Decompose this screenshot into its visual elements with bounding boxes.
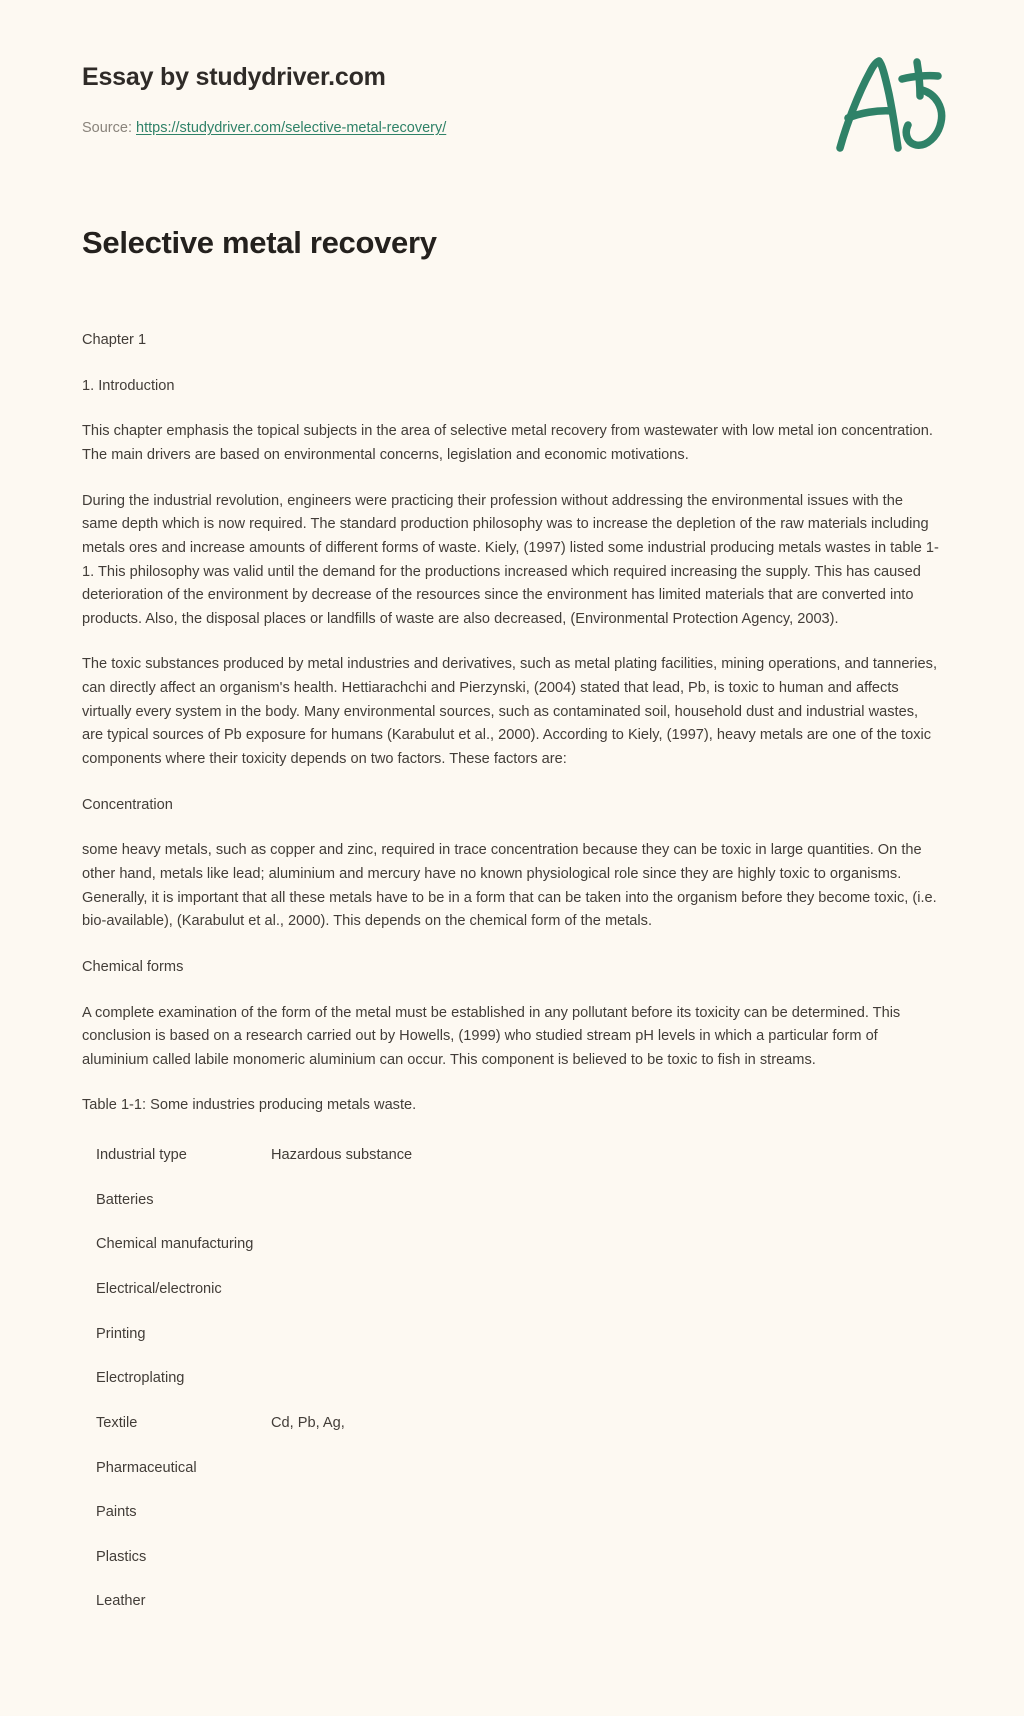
cell-industrial-type: Plastics <box>96 1548 147 1565</box>
table-row <box>82 1536 942 1581</box>
section-heading: 1. Introduction <box>82 377 175 394</box>
table-row <box>82 1179 942 1224</box>
cell-hazardous-substance <box>271 1491 942 1536</box>
column-header-industrial-type: Industrial type <box>96 1147 187 1164</box>
brand-title: Essay by studydriver.com <box>82 63 386 91</box>
page-header <box>82 0 942 138</box>
cell-industrial-type: Printing <box>96 1325 146 1342</box>
table-row <box>82 1223 942 1268</box>
cell-industrial-type: Pharmaceutical <box>96 1459 197 1476</box>
article-body <box>82 329 942 1625</box>
cell-industrial-type: Batteries <box>96 1191 154 1208</box>
source-label: Source: <box>82 120 132 136</box>
table-row <box>82 1447 942 1492</box>
cell-hazardous-substance: Cd, Pb, Ag, <box>271 1414 345 1431</box>
factor-one-heading: Concentration <box>82 796 173 813</box>
cell-hazardous-substance <box>271 1580 942 1625</box>
factor-two-body: A complete examination of the form of the metal must be established in any pollutant before its toxicity can be determined. This conclusion is based on a research carried out by Howells, (1999) who studied stream pH levels in which a particular form of aluminium called labile monomeric aluminium can occur. This component is believed to be toxic to fish in streams. <box>82 1004 901 1068</box>
table-row <box>82 1580 942 1625</box>
cell-hazardous-substance <box>271 1179 942 1224</box>
cell-hazardous-substance <box>271 1357 942 1402</box>
cell-hazardous-substance <box>271 1447 942 1492</box>
table-row <box>82 1402 942 1447</box>
a-plus-logo-icon <box>822 48 972 158</box>
metals-waste-table <box>82 1140 942 1625</box>
table-row <box>82 1491 942 1536</box>
cell-industrial-type: Paints <box>96 1504 137 1521</box>
paragraph-toxicity: The toxic substances produced by metal industries and derivatives, such as metal plating facilities, mining operations, and tanneries, can directly affect an organism's health. Hettiarachchi and Pierzynski, (2004) stated that lead, Pb, is toxic to human and affects virtually every system in the body. Many environmental sources, such as contaminated soil, household dust and industrial wastes, are typical sources of Pb exposure for humans (Karabulut et al., 2000). According to Kiely, (1997), heavy metals are one of the toxic components where their toxicity depends on two factors. These factors are: <box>82 656 938 768</box>
cell-industrial-type: Electrical/electronic <box>96 1280 222 1297</box>
table-row <box>82 1313 942 1358</box>
cell-industrial-type: Leather <box>96 1593 146 1610</box>
source-url-link[interactable]: https://studydriver.com/selective-metal-recovery/ <box>136 120 447 136</box>
factor-two-heading: Chemical forms <box>82 958 184 975</box>
cell-industrial-type: Electroplating <box>96 1370 185 1387</box>
table-header-row <box>82 1140 942 1179</box>
cell-hazardous-substance <box>271 1536 942 1581</box>
table-row <box>82 1268 942 1313</box>
chapter-heading: Chapter 1 <box>82 332 147 349</box>
paragraph-revolution: During the industrial revolution, engineers were practicing their profession without addressing the environmental issues with the same depth which is now required. The standard production philosophy was to increase the depletion of the raw materials including metals ores and increase amounts of different forms of waste. Kiely, (1997) listed some industrial producing metals wastes in table 1-1. This philosophy was valid until the demand for the productions increased which required increasing the supply. This has caused deterioration of the environment by decrease of the resources since the environment has limited materials that are converted into products. Also, the disposal places or landfills of waste are also decreased, (Environmental Protection Agency, 2003). <box>82 492 939 627</box>
page-title: Selective metal recovery <box>82 225 437 261</box>
cell-hazardous-substance <box>271 1223 942 1268</box>
paragraph-intro: This chapter emphasis the topical subjects in the area of selective metal recovery from wastewater with low metal ion concentration. The main drivers are based on environmental concerns, legislation and economic motivations. <box>82 423 933 463</box>
factor-one-body: some heavy metals, such as copper and zinc, required in trace concentration because they can be toxic in large quantities. On the other hand, metals like lead; aluminium and mercury have no known physiological role since they are highly toxic to organisms. Generally, it is important that all these metals have to be in a form that can be taken into the organism before they become toxic, (i.e. bio-available), (Karabulut et al., 2000). This depends on the chemical form of the metals. <box>82 842 937 930</box>
table-caption: Table 1-1: Some industries producing metals waste. <box>82 1097 417 1114</box>
column-header-hazardous-substance: Hazardous substance <box>271 1147 413 1164</box>
cell-industrial-type: Chemical manufacturing <box>96 1236 254 1253</box>
cell-hazardous-substance <box>271 1268 942 1313</box>
table-row <box>82 1357 942 1402</box>
source-line <box>82 118 942 138</box>
cell-hazardous-substance <box>271 1313 942 1358</box>
cell-industrial-type: Textile <box>96 1414 138 1431</box>
